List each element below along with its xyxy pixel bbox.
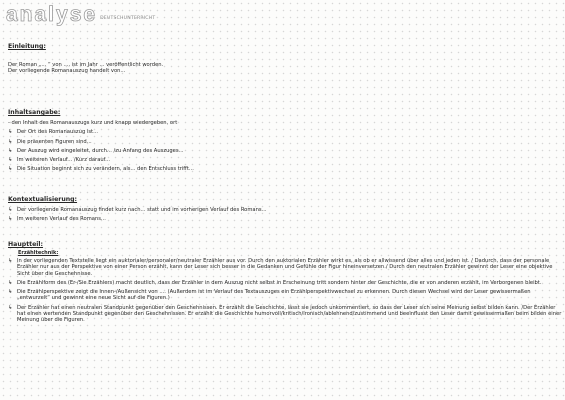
arrow-icon: ↳ <box>8 258 13 264</box>
list-item: ↳ Der vorliegende Romanauszug findet kurz nach... statt und im vorherigen Verlauf des Romans... <box>8 207 267 213</box>
main-heading: Hauptteil: <box>8 241 44 248</box>
section-main <box>8 241 565 327</box>
section-context <box>8 196 267 226</box>
arrow-icon: ↳ <box>8 157 13 164</box>
arrow-icon: ↳ <box>8 304 13 311</box>
list-item: ↳ Die Erzählperspektive zeigt die Innen-/Außensicht von .... (Außerdem ist im Verlauf des Textauszuges ein Erzählperspektivwechsel zu erkennen. Durch diesen Wechsel wird der Leser gewissermaßen „entwurzelt“ und gewinnt eine neue Sicht auf die Figuren.) <box>8 289 531 302</box>
arrow-icon: ↳ <box>8 138 13 145</box>
main-subheading: Erzähltechnik: <box>18 250 59 256</box>
list-item: ↳ Der Ort des Romanauszug ist... <box>8 129 99 136</box>
logo-subtitle: DEUTSCHUNTERRICHT <box>100 16 156 21</box>
section-intro <box>8 43 163 75</box>
header <box>6 2 155 26</box>
intro-line: Der vorliegende Romanauszug handelt von... <box>8 68 126 75</box>
list-item: ↳ Im weiteren Verlauf... /Kurz darauf... <box>8 157 111 164</box>
list-item: ↳ Der Erzähler hat einen neutralen Standpunkt gegenüber den Geschehnissen. Er erzählt die Geschichte, lässt sie jedoch unkommentiert, so dass der Leser sich seine Meinung selbst bilden kann. /Der Erzähler hat einen wertenden Standpunkt gegenüber den Geschehnissen. Er erzählt die Geschichte humorvoll/kritisch/ironisch/ablehnend/zustimmend und beeinflusst den Leser damit gewissermaßen beim bilden einer Meinung über die Figuren. <box>8 304 562 324</box>
list-item: ↳ Die Situation beginnt sich zu verändern, als... den Entschluss trifft... <box>8 166 194 173</box>
list-item: ↳ In der vorliegenden Textstelle liegt ein auktorialer/personaler/neutraler Erzähler aus vor. Durch den auktorialen Erzähler wirkt es, als ob er allwissend über alles und jeden ist. / Dadurch, dass der personale Erzähler nur aus der Perspektive von einer Person erzählt, kann der Leser sich besser in die Gedanken und Gefühle der Figur hineinversetzen./ Durch den neutralen Erzähler gewinnt der Leser eine objektive Sicht über die Geschehnisse. <box>8 258 553 277</box>
list-item: ↳ Die präsenten Figuren sind... <box>8 138 92 145</box>
intro-heading: Einleitung: <box>8 43 46 50</box>
arrow-icon: ↳ <box>8 129 13 136</box>
arrow-icon: ↳ <box>8 216 13 223</box>
arrow-icon: ↳ <box>8 147 13 154</box>
content-intro-line: - den Inhalt des Romanauszugs kurz und knapp wiedergeben, ort <box>8 120 178 126</box>
logo-wordmark: analyse <box>6 3 98 26</box>
arrow-icon: ↳ <box>8 279 13 286</box>
section-content <box>8 109 194 176</box>
list-item: ↳ Die Erzählform des (Er-/Sie Erzählers) macht deutlich, dass der Erzähler in dem Auszug nicht selbst in Erscheinung tritt sondern hinter der Geschichte, die er von anderen erzählt, im Verborgenen bleibt. <box>8 279 542 286</box>
list-item: ↳ Der Auszug wird eingeleitet, durch... /zu Anfang des Auszuges... <box>8 147 184 154</box>
list-item: ↳ Im weiteren Verlauf des Romans... <box>8 216 106 223</box>
context-heading: Kontextualisierung: <box>8 196 78 203</box>
content-heading: Inhaltsangabe: <box>8 109 61 116</box>
intro-line: Der Roman „... “ von ..., ist im Jahr ... veröffentlicht worden. <box>8 62 164 68</box>
arrow-icon: ↳ <box>8 166 13 173</box>
arrow-icon: ↳ <box>8 289 13 296</box>
arrow-icon: ↳ <box>8 207 13 213</box>
